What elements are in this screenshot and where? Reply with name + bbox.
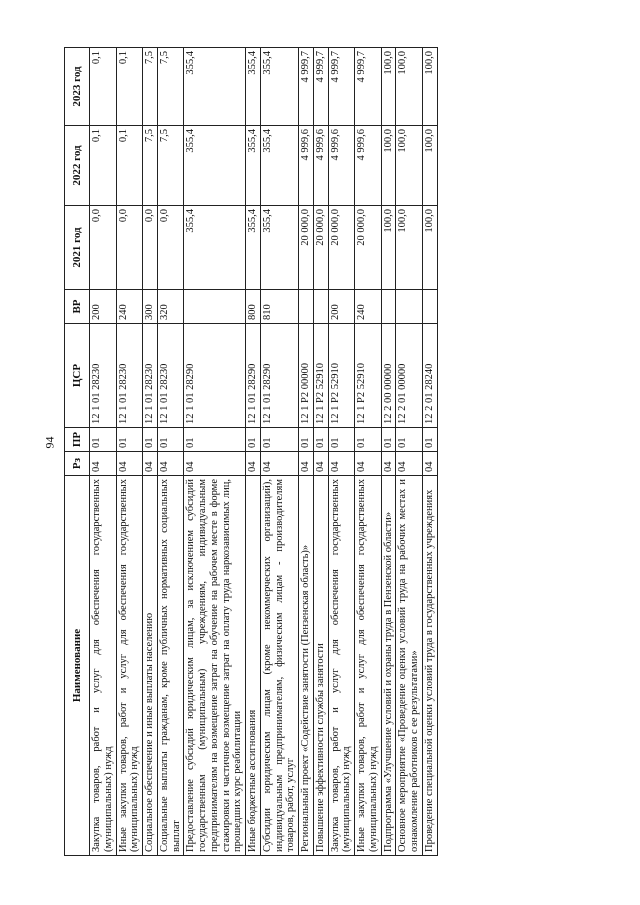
row-vr: 810 — [260, 290, 298, 324]
row-rz: 04 — [381, 452, 396, 476]
header-2022: 2022 год — [65, 126, 90, 206]
row-pr: 01 — [299, 428, 314, 452]
row-pr: 01 — [116, 428, 143, 452]
row-vr: 320 — [157, 290, 184, 324]
row-rz: 04 — [299, 452, 314, 476]
row-pr: 01 — [355, 428, 382, 452]
row-name: Иные бюджетные ассигнования — [246, 476, 261, 856]
rotated-page-content — [64, 48, 616, 856]
table-row — [396, 48, 423, 856]
row-rz: 04 — [157, 452, 184, 476]
row-rz: 04 — [260, 452, 298, 476]
row-2021: 20 000,0 — [313, 206, 328, 290]
header-2021: 2021 год — [65, 206, 90, 290]
table-row — [422, 48, 437, 856]
row-rz: 04 — [116, 452, 143, 476]
row-rz: 04 — [396, 452, 423, 476]
row-csr: 12 1 P2 52910 — [313, 324, 328, 428]
row-csr: 12 1 01 28230 — [157, 324, 184, 428]
row-2023: 100,0 — [422, 48, 437, 126]
row-2022: 4 999,6 — [299, 126, 314, 206]
budget-table — [64, 47, 438, 856]
row-pr: 01 — [381, 428, 396, 452]
row-pr: 01 — [157, 428, 184, 452]
row-2021: 0,0 — [143, 206, 158, 290]
header-name: Наименование — [65, 476, 90, 856]
table-row — [246, 48, 261, 856]
row-vr: 800 — [246, 290, 261, 324]
row-pr: 01 — [396, 428, 423, 452]
table-row — [90, 48, 117, 856]
page-number: 94 — [42, 436, 57, 449]
header-vr: ВР — [65, 290, 90, 324]
row-csr: 12 1 01 28230 — [116, 324, 143, 428]
table-row — [299, 48, 314, 856]
row-rz: 04 — [355, 452, 382, 476]
row-csr: 12 1 01 28290 — [246, 324, 261, 428]
row-2021: 355,4 — [184, 206, 246, 290]
table-row — [157, 48, 184, 856]
row-2023: 7,5 — [143, 48, 158, 126]
row-rz: 04 — [143, 452, 158, 476]
row-2023: 100,0 — [381, 48, 396, 126]
row-2023: 0,1 — [90, 48, 117, 126]
row-csr: 12 1 01 28290 — [260, 324, 298, 428]
row-name: Проведение специальной оценки условий труда в государственных учреждениях — [422, 476, 437, 856]
row-2022: 0,1 — [116, 126, 143, 206]
table-row — [328, 48, 355, 856]
header-rz: Рз — [65, 452, 90, 476]
row-2021: 0,0 — [90, 206, 117, 290]
row-2023: 355,4 — [184, 48, 246, 126]
row-2022: 100,0 — [396, 126, 423, 206]
row-vr — [184, 290, 246, 324]
row-vr — [313, 290, 328, 324]
row-vr — [381, 290, 396, 324]
row-2022: 100,0 — [422, 126, 437, 206]
table-row — [313, 48, 328, 856]
row-vr: 200 — [328, 290, 355, 324]
row-rz: 04 — [90, 452, 117, 476]
row-2022: 100,0 — [381, 126, 396, 206]
row-csr: 12 1 01 28290 — [184, 324, 246, 428]
row-2022: 355,4 — [260, 126, 298, 206]
table-row — [116, 48, 143, 856]
row-2023: 355,4 — [260, 48, 298, 126]
table-row — [381, 48, 396, 856]
row-name: Основное мероприятие «Проведение оценки условий труда на рабочих местах и ознакомление работников с ее результатами» — [396, 476, 423, 856]
row-vr: 240 — [116, 290, 143, 324]
row-vr — [422, 290, 437, 324]
row-2022: 4 999,6 — [328, 126, 355, 206]
row-name: Подпрограмма «Улучшение условий и охраны труда в Пензенской области» — [381, 476, 396, 856]
row-2021: 20 000,0 — [299, 206, 314, 290]
row-pr: 01 — [328, 428, 355, 452]
table-row — [260, 48, 298, 856]
row-name: Субсидии юридическим лицам (кроме некоммерческих организаций), индивидуальным предпринимателям, физическим лицам - производителям товаров, работ, услуг — [260, 476, 298, 856]
row-csr: 12 1 P2 52910 — [328, 324, 355, 428]
landscape-table-wrapper — [64, 48, 616, 856]
row-2022: 355,4 — [246, 126, 261, 206]
row-rz: 04 — [422, 452, 437, 476]
row-name: Региональный проект «Содействие занятости (Пензенская область)» — [299, 476, 314, 856]
row-csr: 12 1 01 28230 — [143, 324, 158, 428]
table-header-row — [65, 48, 90, 856]
row-name: Иные закупки товаров, работ и услуг для обеспечения государственных (муниципальных) нужд — [355, 476, 382, 856]
row-2022: 4 999,6 — [355, 126, 382, 206]
row-pr: 01 — [313, 428, 328, 452]
row-2023: 355,4 — [246, 48, 261, 126]
row-rz: 04 — [246, 452, 261, 476]
row-2023: 4 999,7 — [328, 48, 355, 126]
row-name: Закупка товаров, работ и услуг для обеспечения государственных (муниципальных) нужд — [328, 476, 355, 856]
row-pr: 01 — [246, 428, 261, 452]
row-csr: 12 2 00 00000 — [381, 324, 396, 428]
row-vr: 300 — [143, 290, 158, 324]
row-csr: 12 2 01 00000 — [396, 324, 423, 428]
row-csr: 12 1 01 28230 — [90, 324, 117, 428]
row-2022: 355,4 — [184, 126, 246, 206]
row-rz: 04 — [184, 452, 246, 476]
row-2023: 100,0 — [396, 48, 423, 126]
row-name: Повышение эффективности службы занятости — [313, 476, 328, 856]
row-2023: 4 999,7 — [355, 48, 382, 126]
row-csr: 12 1 P2 52910 — [355, 324, 382, 428]
row-name: Социальное обеспечение и иные выплаты населению — [143, 476, 158, 856]
row-2021: 0,0 — [116, 206, 143, 290]
header-2023: 2023 год — [65, 48, 90, 126]
header-csr: ЦСР — [65, 324, 90, 428]
row-rz: 04 — [328, 452, 355, 476]
table-row — [143, 48, 158, 856]
row-pr: 01 — [184, 428, 246, 452]
row-2023: 7,5 — [157, 48, 184, 126]
row-pr: 01 — [143, 428, 158, 452]
row-2022: 0,1 — [90, 126, 117, 206]
table-row — [184, 48, 246, 856]
row-name: Социальные выплаты гражданам, кроме публичных нормативных социальных выплат — [157, 476, 184, 856]
row-2021: 20 000,0 — [328, 206, 355, 290]
row-2021: 100,0 — [381, 206, 396, 290]
row-2021: 355,4 — [246, 206, 261, 290]
row-2021: 100,0 — [396, 206, 423, 290]
table-row — [355, 48, 382, 856]
row-2023: 0,1 — [116, 48, 143, 126]
row-csr: 12 1 P2 00000 — [299, 324, 314, 428]
row-csr: 12 2 01 28240 — [422, 324, 437, 428]
row-2023: 4 999,7 — [313, 48, 328, 126]
row-2023: 4 999,7 — [299, 48, 314, 126]
row-2021: 20 000,0 — [355, 206, 382, 290]
row-name: Предоставление субсидий юридическим лицам, за исключением субсидий государственным (муниципальным) учреждениям, индивидуальным предпринимателям на возмещение затрат на обучение на рабочем месте в форме стажировки и частичное возмещение затрат на оплату труда наркозависимых лиц, прошедших курс реабилитации — [184, 476, 246, 856]
row-2021: 355,4 — [260, 206, 298, 290]
row-vr — [299, 290, 314, 324]
row-vr — [396, 290, 423, 324]
row-vr: 240 — [355, 290, 382, 324]
row-rz: 04 — [313, 452, 328, 476]
row-pr: 01 — [90, 428, 117, 452]
row-2022: 4 999,6 — [313, 126, 328, 206]
row-vr: 200 — [90, 290, 117, 324]
row-pr: 01 — [260, 428, 298, 452]
row-2022: 7,5 — [157, 126, 184, 206]
row-2022: 7,5 — [143, 126, 158, 206]
header-pr: ПР — [65, 428, 90, 452]
row-pr: 01 — [422, 428, 437, 452]
row-name: Закупка товаров, работ и услуг для обеспечения государственных (муниципальных) нужд — [90, 476, 117, 856]
row-name: Иные закупки товаров, работ и услуг для обеспечения государственных (муниципальных) нужд — [116, 476, 143, 856]
row-2021: 100,0 — [422, 206, 437, 290]
row-2021: 0,0 — [157, 206, 184, 290]
